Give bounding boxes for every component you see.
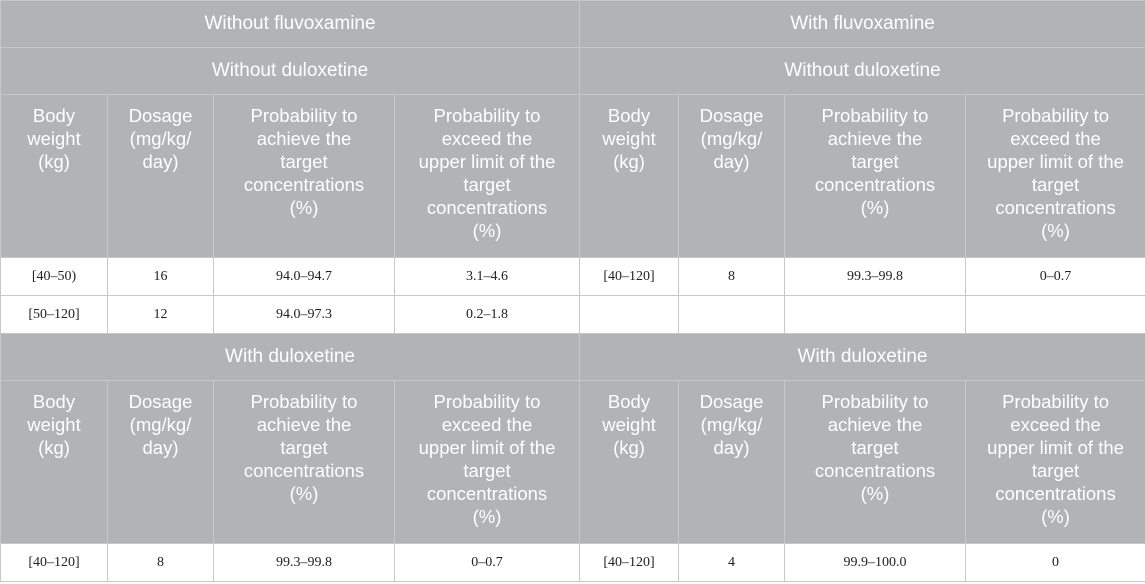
column-header-line: (mg/kg/ [700, 128, 763, 149]
column-header-line: target [851, 437, 899, 458]
column-header-line: Dosage [128, 105, 193, 126]
column-header-line: Probability to [433, 391, 541, 412]
group-header-without-fluvoxamine: Without fluvoxamine [1, 1, 580, 48]
column-header-line: concentrations [426, 197, 548, 218]
table-cell: [40–120] [580, 544, 679, 582]
column-header-line: (kg) [38, 437, 70, 458]
subgroup-header: With duloxetine [1, 334, 580, 381]
column-header-line: upper limit of the [418, 437, 556, 458]
table-cell: 99.3–99.8 [785, 258, 966, 296]
column-header-line: weight [602, 414, 656, 435]
column-header-dosage [108, 95, 214, 258]
subgroup-header-row [1, 334, 1145, 381]
column-header-line: (mg/kg/ [129, 128, 192, 149]
column-header-line: target [280, 151, 328, 172]
column-header-line: Probability to [250, 391, 358, 412]
subgroup-header: Without duloxetine [1, 48, 580, 95]
table-row [1, 544, 1145, 582]
table-cell: 0 [966, 544, 1145, 582]
subgroup-header: Without duloxetine [580, 48, 1145, 95]
column-header-dosage [679, 95, 785, 258]
column-header-body-weight [1, 95, 108, 258]
column-header-line: concentrations [814, 460, 936, 481]
column-header-line: weight [602, 128, 656, 149]
group-header-with-fluvoxamine: With fluvoxamine [580, 1, 1145, 48]
column-header-line: achieve the [256, 128, 352, 149]
column-header-line: (%) [472, 506, 502, 527]
column-header-line: day) [142, 437, 179, 458]
table-cell: [50–120] [1, 296, 108, 334]
table-cell: 0.2–1.8 [395, 296, 580, 334]
column-header-line: (%) [1041, 506, 1070, 527]
table-cell: 4 [679, 544, 785, 582]
column-header-line: (%) [1041, 220, 1070, 241]
column-header-line: weight [27, 128, 81, 149]
table-cell: 0–0.7 [395, 544, 580, 582]
table-cell: 3.1–4.6 [395, 258, 580, 296]
column-header-line: (%) [289, 483, 319, 504]
column-header-line: Probability to [250, 105, 358, 126]
table-cell: [40–120] [1, 544, 108, 582]
column-header-line: Probability to [821, 105, 929, 126]
column-header-line: concentrations [426, 483, 548, 504]
column-header-line: (kg) [613, 151, 645, 172]
column-header-line: target [463, 174, 511, 195]
column-header-body-weight [580, 95, 679, 258]
column-header-line: weight [27, 414, 81, 435]
column-header-line: upper limit of the [987, 437, 1124, 458]
column-header-line: (kg) [613, 437, 645, 458]
column-header-line: (mg/kg/ [700, 414, 763, 435]
subgroup-header: With duloxetine [580, 334, 1145, 381]
column-header-body-weight [1, 381, 108, 544]
column-header-line: exceed the [1010, 414, 1101, 435]
column-header-line: Dosage [699, 105, 764, 126]
table-cell: 8 [679, 258, 785, 296]
column-header-line: exceed the [1010, 128, 1101, 149]
column-header-line: target [280, 437, 328, 458]
column-header-line: upper limit of the [987, 151, 1124, 172]
top-group-header-row [1, 1, 1145, 48]
column-header-line: day) [713, 437, 750, 458]
column-header-line: exceed the [441, 128, 533, 149]
column-header-line: achieve the [827, 128, 923, 149]
column-header-line: (%) [472, 220, 502, 241]
column-header-body-weight [580, 381, 679, 544]
column-header-line: (kg) [38, 151, 70, 172]
table-cell: 94.0–97.3 [214, 296, 395, 334]
column-header-probability-achieve [785, 381, 966, 544]
column-header-line: Body [32, 391, 76, 412]
column-header-dosage [108, 381, 214, 544]
table-cell: 0–0.7 [966, 258, 1145, 296]
column-header-probability-exceed [395, 95, 580, 258]
column-header-line: Probability to [1002, 105, 1110, 126]
column-header-line: target [851, 151, 899, 172]
column-header-line: concentrations [995, 197, 1116, 218]
column-header-line: day) [713, 151, 750, 172]
column-header-line: (%) [860, 483, 890, 504]
column-header-line: concentrations [995, 483, 1116, 504]
table-row [1, 296, 1145, 334]
table-row [1, 258, 1145, 296]
column-header-line: Body [607, 391, 651, 412]
table-cell: 12 [108, 296, 214, 334]
column-header-probability-exceed [966, 381, 1145, 544]
table-cell: 94.0–94.7 [214, 258, 395, 296]
column-header-line: Body [607, 105, 651, 126]
column-header-dosage [679, 381, 785, 544]
table-cell [679, 296, 785, 334]
column-header-line: concentrations [814, 174, 936, 195]
column-header-line: Body [32, 105, 76, 126]
column-header-line: achieve the [256, 414, 352, 435]
column-header-line: Dosage [699, 391, 764, 412]
subgroup-header-row [1, 48, 1145, 95]
table-cell: [40–120] [580, 258, 679, 296]
column-header-line: achieve the [827, 414, 923, 435]
table-cell [580, 296, 679, 334]
column-header-line: target [463, 460, 511, 481]
column-header-probability-achieve [785, 95, 966, 258]
column-header-line: Probability to [1002, 391, 1110, 412]
column-header-line: upper limit of the [418, 151, 556, 172]
column-header-line: (%) [860, 197, 890, 218]
column-header-row [1, 95, 1145, 258]
column-header-line: target [1031, 460, 1080, 481]
column-header-probability-achieve [214, 381, 395, 544]
column-header-line: (mg/kg/ [129, 414, 192, 435]
table-cell [966, 296, 1145, 334]
column-header-line: target [1031, 174, 1080, 195]
table-cell: 16 [108, 258, 214, 296]
column-header-line: concentrations [243, 460, 365, 481]
table-cell: 99.3–99.8 [214, 544, 395, 582]
column-header-line: (%) [289, 197, 319, 218]
column-header-line: day) [142, 151, 179, 172]
column-header-line: Dosage [128, 391, 193, 412]
column-header-line: Probability to [433, 105, 541, 126]
column-header-probability-exceed [966, 95, 1145, 258]
column-header-line: Probability to [821, 391, 929, 412]
table-cell: 99.9–100.0 [785, 544, 966, 582]
column-header-row [1, 381, 1145, 544]
table-cell [785, 296, 966, 334]
table-cell: 8 [108, 544, 214, 582]
column-header-line: concentrations [243, 174, 365, 195]
table-cell: [40–50) [1, 258, 108, 296]
column-header-probability-achieve [214, 95, 395, 258]
column-header-line: exceed the [441, 414, 533, 435]
column-header-probability-exceed [395, 381, 580, 544]
